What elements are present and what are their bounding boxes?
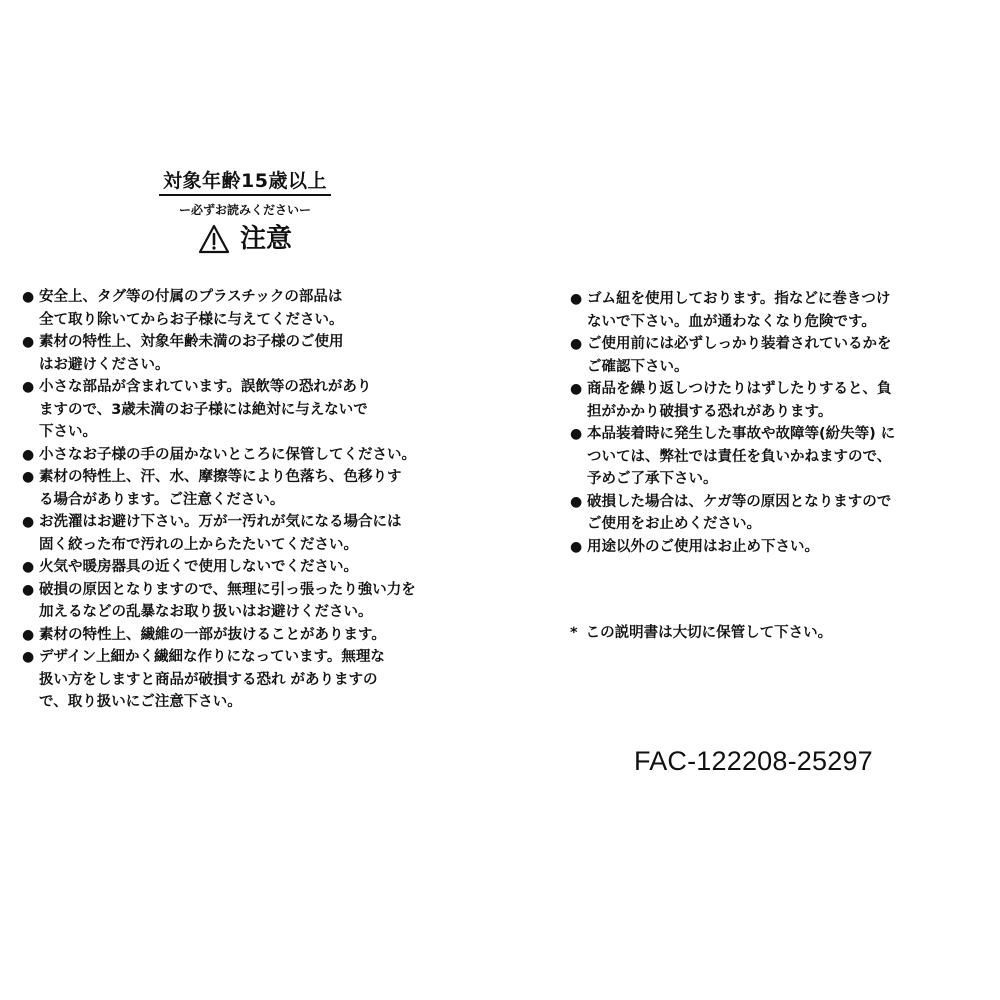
caution-item-text: ゴム紐を使用しております。指などに巻きつけ ないで下さい。血が通わなくなり危険です。	[587, 291, 891, 330]
caution-item	[570, 378, 990, 423]
bullet-icon: ●	[22, 379, 35, 395]
product-code: FAC-122208-25297	[634, 746, 873, 776]
caution-item	[570, 288, 990, 333]
document-header	[140, 168, 350, 256]
caution-item	[22, 444, 472, 467]
caution-item-text: 火気や暖房器具の近くで使用しないでください。	[39, 559, 358, 575]
caution-heading	[140, 222, 350, 256]
footnote-asterisk: *	[570, 625, 578, 641]
caution-item-text: 破損した場合は、ケガ等の原因となりますので ご使用をお止めください。	[587, 493, 892, 532]
bullet-icon: ●	[22, 559, 35, 575]
bullet-icon: ●	[22, 334, 35, 350]
caution-item-text: デザイン上細かく繊細な作りになっています。無理な 扱い方をしますと商品が破損する恐れ がありますの で、取り扱いにご注意下さい。	[39, 649, 385, 710]
caution-item	[22, 646, 472, 714]
caution-item-text: 小さな部品が含まれています。誤飲等の恐れがあり ますので、3歳未満のお子様には絶対に与えないで 下さい。	[39, 379, 372, 440]
caution-item	[22, 376, 472, 444]
bullet-icon: ●	[570, 291, 583, 307]
caution-item	[22, 511, 472, 556]
caution-item-text: 素材の特性上、対象年齢未満のお子様のご使用 はお避けください。	[39, 334, 344, 373]
storage-footnote	[570, 622, 832, 644]
caution-item-text: お洗濯はお避け下さい。万が一汚れが気になる場合には 固く絞った布で汚れの上からたたいてください。	[39, 514, 402, 553]
caution-item-text: 安全上、タグ等の付属のプラスチックの部品は 全て取り除いてからお子様に与えてください。	[39, 289, 344, 328]
left-caution-list	[22, 286, 472, 714]
caution-item-text: 素材の特性上、汗、水、摩擦等により色落ち、色移りす る場合があります。ご注意ください。	[39, 469, 402, 508]
footnote-text: この説明書は大切に保管して下さい。	[585, 625, 833, 641]
caution-item	[22, 286, 472, 331]
caution-item-text: 商品を繰り返しつけたりはずしたりすると、負 担がかかり破損する恐れがあります。	[587, 381, 892, 420]
bullet-icon: ●	[22, 289, 35, 305]
caution-item	[22, 556, 472, 579]
bullet-icon: ●	[22, 514, 35, 530]
bullet-icon: ●	[570, 493, 583, 510]
caution-item-text: 素材の特性上、繊維の一部が抜けることがあります。	[39, 626, 386, 643]
caution-item-text: ご使用前には必ずしっかり装着されているかを ご確認下さい。	[587, 336, 892, 375]
caution-item	[570, 423, 990, 491]
bullet-icon: ●	[570, 336, 583, 352]
caution-item-text: 用途以外のご使用はお止め下さい。	[587, 538, 819, 555]
caution-item	[22, 579, 472, 624]
warning-triangle-icon	[198, 224, 230, 254]
caution-item-text: 破損の原因となりますので、無理に引っ張ったり強い力を 加えるなどの乱暴なお取り扱いはお避けください。	[39, 581, 416, 620]
bullet-icon: ●	[570, 381, 583, 397]
bullet-icon: ●	[22, 649, 35, 665]
caution-item-text: 本品装着時に発生した事故や故障等(紛失等) に ついては、弊社では責任を負いかねますので、 予めご了承下さい。	[587, 426, 896, 487]
bullet-icon: ●	[22, 446, 35, 463]
bullet-icon: ●	[22, 581, 35, 598]
bullet-icon: ●	[570, 426, 583, 442]
caution-label: 注意	[239, 224, 292, 254]
bullet-icon: ●	[22, 469, 35, 485]
target-age-title: 対象年齢15歳以上	[159, 168, 331, 196]
read-notice-subtitle: ー必ずお読みくださいー	[178, 203, 311, 217]
caution-item	[22, 331, 472, 376]
bullet-icon: ●	[22, 626, 35, 643]
caution-item	[570, 536, 990, 559]
caution-item	[22, 466, 472, 511]
caution-item-text: 小さなお子様の手の届かないところに保管してください。	[39, 446, 416, 463]
right-caution-list	[570, 288, 990, 558]
caution-item	[570, 491, 990, 536]
caution-item	[570, 333, 990, 378]
bullet-icon: ●	[570, 538, 583, 555]
caution-item	[22, 624, 472, 647]
